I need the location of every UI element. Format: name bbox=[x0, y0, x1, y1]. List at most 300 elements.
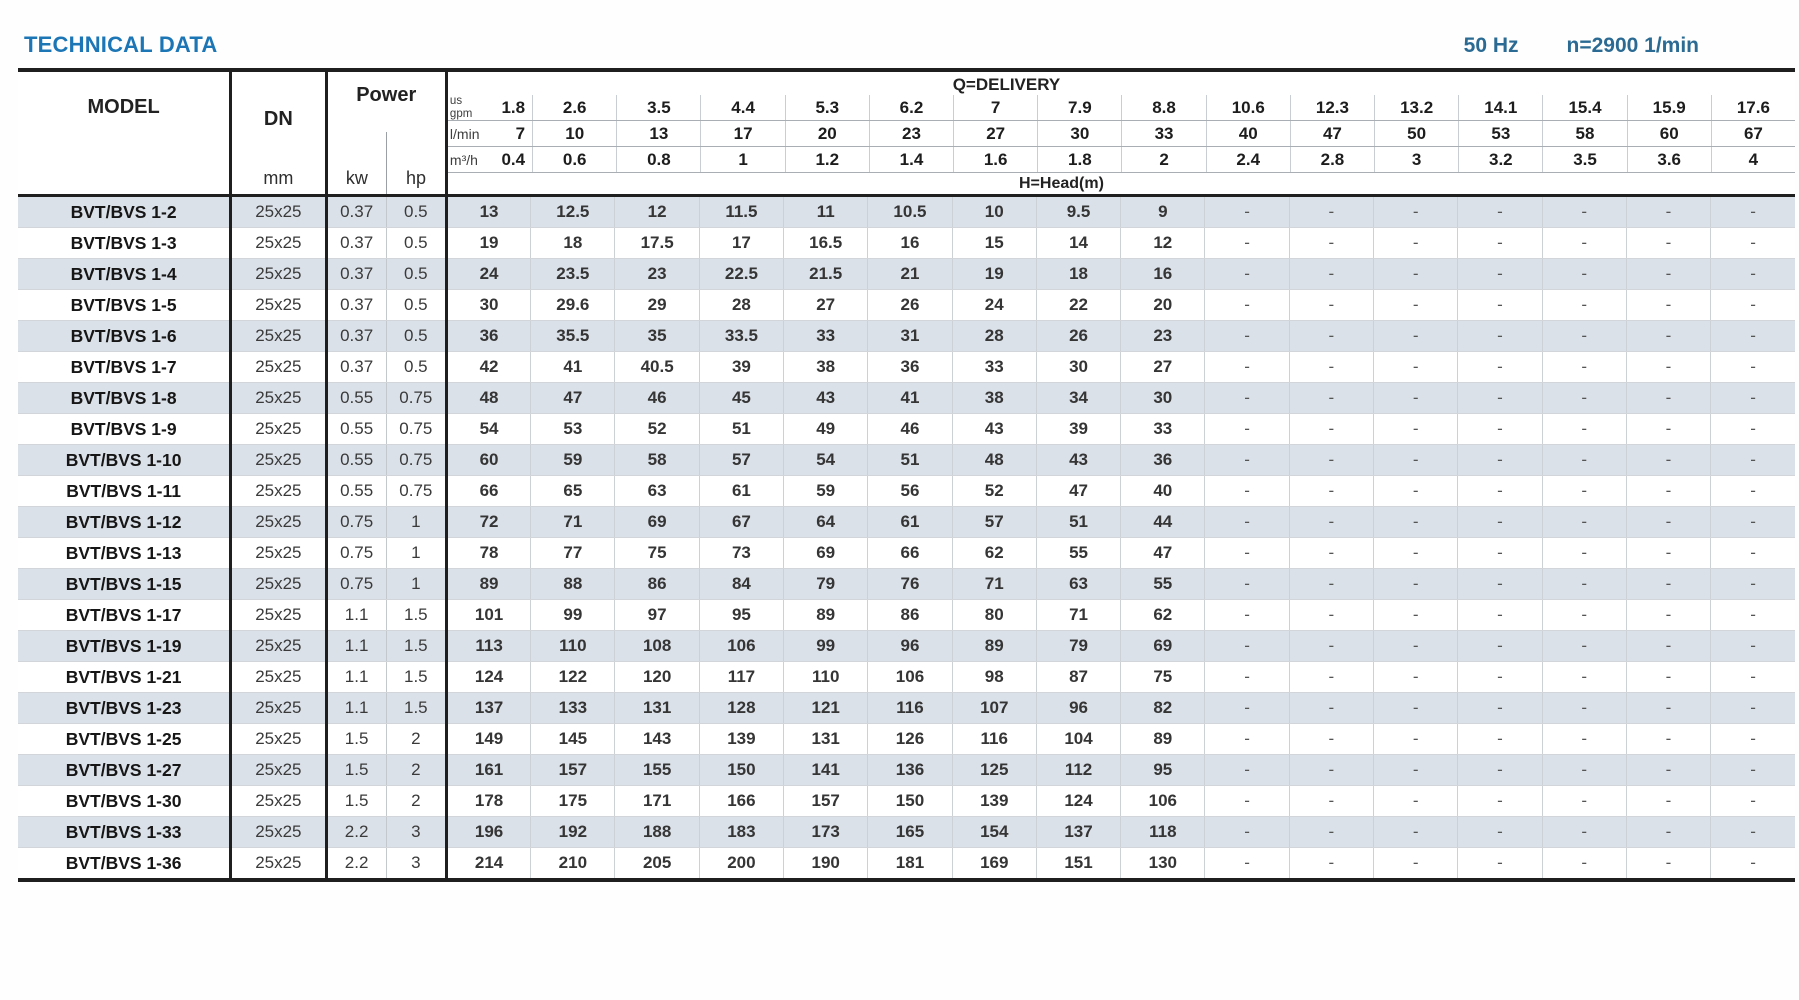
head-cell: - bbox=[1626, 848, 1710, 881]
dn-cell: 25x25 bbox=[231, 724, 326, 755]
head-cell: 59 bbox=[531, 445, 615, 476]
model-column-header bbox=[18, 70, 231, 196]
head-cell: - bbox=[1711, 414, 1795, 445]
head-cell: 125 bbox=[952, 755, 1036, 786]
head-cell: 21 bbox=[868, 259, 952, 290]
head-cell: - bbox=[1289, 383, 1373, 414]
head-cell: 11.5 bbox=[699, 196, 783, 228]
head-cell: 173 bbox=[784, 817, 868, 848]
head-cell: 38 bbox=[952, 383, 1036, 414]
head-cell: 57 bbox=[952, 507, 1036, 538]
head-cell: - bbox=[1711, 259, 1795, 290]
table-row bbox=[18, 600, 1795, 631]
head-cell: - bbox=[1374, 290, 1458, 321]
head-cell: - bbox=[1542, 786, 1626, 817]
unit-cell: 4 bbox=[1711, 147, 1795, 172]
head-cell: - bbox=[1711, 569, 1795, 600]
head-cell: - bbox=[1289, 600, 1373, 631]
unit-cell: 10.6 bbox=[1206, 95, 1290, 120]
head-cell: 126 bbox=[868, 724, 952, 755]
head-cell: - bbox=[1711, 848, 1795, 881]
model-cell: BVT/BVS 1-6 bbox=[18, 321, 231, 352]
head-cell: 200 bbox=[699, 848, 783, 881]
head-cell: - bbox=[1289, 693, 1373, 724]
model-cell: BVT/BVS 1-5 bbox=[18, 290, 231, 321]
unit-cell: 27 bbox=[953, 121, 1037, 146]
head-cell: 116 bbox=[952, 724, 1036, 755]
head-cell: 77 bbox=[531, 538, 615, 569]
model-cell: BVT/BVS 1-19 bbox=[18, 631, 231, 662]
hp-cell: 1 bbox=[386, 507, 446, 538]
head-cell: - bbox=[1458, 445, 1542, 476]
head-cell: - bbox=[1289, 817, 1373, 848]
head-cell: 26 bbox=[1036, 321, 1120, 352]
dn-cell: 25x25 bbox=[231, 507, 326, 538]
table-row bbox=[18, 414, 1795, 445]
unit-cell: 1.2 bbox=[785, 147, 869, 172]
table-row bbox=[18, 724, 1795, 755]
head-cell: - bbox=[1711, 352, 1795, 383]
head-cell: - bbox=[1205, 662, 1289, 693]
model-cell: BVT/BVS 1-21 bbox=[18, 662, 231, 693]
head-cell: 20 bbox=[1121, 290, 1205, 321]
head-cell: 54 bbox=[784, 445, 868, 476]
head-cell: - bbox=[1374, 631, 1458, 662]
head-cell: 22.5 bbox=[699, 259, 783, 290]
head-cell: - bbox=[1711, 786, 1795, 817]
head-cell: - bbox=[1289, 538, 1373, 569]
dn-cell: 25x25 bbox=[231, 196, 326, 228]
head-cell: 52 bbox=[615, 414, 699, 445]
head-cell: - bbox=[1374, 445, 1458, 476]
hp-cell: 0.5 bbox=[386, 259, 446, 290]
unit-cell: 33 bbox=[1121, 121, 1205, 146]
head-cell: 79 bbox=[784, 569, 868, 600]
kw-cell: 1.5 bbox=[326, 786, 386, 817]
head-cell: - bbox=[1626, 631, 1710, 662]
head-cell: - bbox=[1458, 817, 1542, 848]
head-cell: 23 bbox=[615, 259, 699, 290]
kw-cell: 1.1 bbox=[326, 662, 386, 693]
unit-cell: 17.6 bbox=[1711, 95, 1795, 120]
head-cell: - bbox=[1205, 600, 1289, 631]
model-cell: BVT/BVS 1-17 bbox=[18, 600, 231, 631]
head-cell: 21.5 bbox=[784, 259, 868, 290]
unit-cell: 3.2 bbox=[1458, 147, 1542, 172]
table-row bbox=[18, 321, 1795, 352]
unit-label: l/min bbox=[449, 125, 480, 142]
head-cell: 96 bbox=[1036, 693, 1120, 724]
head-cell: - bbox=[1289, 228, 1373, 259]
table-row bbox=[18, 631, 1795, 662]
table-row bbox=[18, 196, 1795, 228]
head-cell: - bbox=[1711, 383, 1795, 414]
unit-cell: 8.8 bbox=[1121, 95, 1205, 120]
power-header-label: Power bbox=[356, 84, 417, 106]
model-cell: BVT/BVS 1-23 bbox=[18, 693, 231, 724]
head-cell: 154 bbox=[952, 817, 1036, 848]
head-cell: 183 bbox=[699, 817, 783, 848]
head-cell: 47 bbox=[531, 383, 615, 414]
head-cell: 196 bbox=[446, 817, 530, 848]
head-cell: - bbox=[1711, 507, 1795, 538]
head-cell: 48 bbox=[446, 383, 530, 414]
head-cell: - bbox=[1542, 724, 1626, 755]
head-cell: 41 bbox=[531, 352, 615, 383]
head-cell: - bbox=[1711, 445, 1795, 476]
head-cell: - bbox=[1542, 414, 1626, 445]
head-cell: - bbox=[1542, 445, 1626, 476]
kw-cell: 0.37 bbox=[326, 290, 386, 321]
unit-cell: 6.2 bbox=[869, 95, 953, 120]
kw-cell: 1.1 bbox=[326, 631, 386, 662]
head-cell: 36 bbox=[1121, 445, 1205, 476]
head-cell: 24 bbox=[952, 290, 1036, 321]
kw-cell: 1.1 bbox=[326, 693, 386, 724]
kw-cell: 1.5 bbox=[326, 724, 386, 755]
head-cell: 131 bbox=[784, 724, 868, 755]
head-cell: - bbox=[1458, 196, 1542, 228]
head-cell: - bbox=[1205, 383, 1289, 414]
head-cell: 143 bbox=[615, 724, 699, 755]
unit-cell: 13 bbox=[616, 121, 700, 146]
head-cell: - bbox=[1458, 352, 1542, 383]
head-cell: - bbox=[1205, 724, 1289, 755]
head-cell: - bbox=[1374, 662, 1458, 693]
unit-cell: us gpm 1.8 bbox=[449, 95, 526, 120]
head-cell: - bbox=[1289, 321, 1373, 352]
head-cell: - bbox=[1374, 569, 1458, 600]
head-cell: 40 bbox=[1121, 476, 1205, 507]
kw-cell: 1.5 bbox=[326, 755, 386, 786]
head-cell: 39 bbox=[699, 352, 783, 383]
head-cell: 145 bbox=[531, 724, 615, 755]
head-cell: - bbox=[1205, 755, 1289, 786]
kw-cell: 2.2 bbox=[326, 848, 386, 881]
head-cell: - bbox=[1205, 476, 1289, 507]
head-cell: 33 bbox=[952, 352, 1036, 383]
table-row bbox=[18, 507, 1795, 538]
head-cell: 49 bbox=[784, 414, 868, 445]
head-cell: - bbox=[1711, 538, 1795, 569]
head-cell: - bbox=[1289, 352, 1373, 383]
head-cell: - bbox=[1289, 662, 1373, 693]
head-cell: 72 bbox=[446, 507, 530, 538]
dn-cell: 25x25 bbox=[231, 786, 326, 817]
head-cell: 98 bbox=[952, 662, 1036, 693]
head-cell: 71 bbox=[531, 507, 615, 538]
table-row bbox=[18, 662, 1795, 693]
head-cell: - bbox=[1374, 476, 1458, 507]
head-cell: 46 bbox=[868, 414, 952, 445]
head-cell: 106 bbox=[1121, 786, 1205, 817]
head-cell: 47 bbox=[1121, 538, 1205, 569]
unit-cell: 13.2 bbox=[1374, 95, 1458, 120]
head-cell: 78 bbox=[446, 538, 530, 569]
model-cell: BVT/BVS 1-33 bbox=[18, 817, 231, 848]
head-cell: 10 bbox=[952, 196, 1036, 228]
head-cell: 151 bbox=[1036, 848, 1120, 881]
head-cell: 69 bbox=[784, 538, 868, 569]
hp-cell: 1 bbox=[386, 569, 446, 600]
unit-cell: 3.5 bbox=[616, 95, 700, 120]
head-cell: 36 bbox=[868, 352, 952, 383]
unit-row bbox=[448, 147, 1795, 173]
head-cell: - bbox=[1626, 662, 1710, 693]
head-cell: 61 bbox=[868, 507, 952, 538]
model-cell: BVT/BVS 1-25 bbox=[18, 724, 231, 755]
delivery-header-grid bbox=[448, 95, 1795, 173]
dn-cell: 25x25 bbox=[231, 352, 326, 383]
dn-cell: 25x25 bbox=[231, 383, 326, 414]
head-cell: - bbox=[1711, 693, 1795, 724]
head-cell: - bbox=[1626, 755, 1710, 786]
model-cell: BVT/BVS 1-30 bbox=[18, 786, 231, 817]
head-cell: - bbox=[1205, 569, 1289, 600]
head-cell: 33.5 bbox=[699, 321, 783, 352]
model-cell: BVT/BVS 1-9 bbox=[18, 414, 231, 445]
head-cell: - bbox=[1289, 631, 1373, 662]
head-cell: - bbox=[1626, 383, 1710, 414]
head-cell: - bbox=[1626, 724, 1710, 755]
dn-cell: 25x25 bbox=[231, 662, 326, 693]
head-cell: 45 bbox=[699, 383, 783, 414]
head-cell: - bbox=[1374, 817, 1458, 848]
head-cell: - bbox=[1374, 600, 1458, 631]
head-cell: 40.5 bbox=[615, 352, 699, 383]
dn-cell: 25x25 bbox=[231, 538, 326, 569]
head-cell: - bbox=[1374, 259, 1458, 290]
head-cell: 95 bbox=[699, 600, 783, 631]
dn-cell: 25x25 bbox=[231, 817, 326, 848]
head-cell: 31 bbox=[868, 321, 952, 352]
head-cell: - bbox=[1626, 476, 1710, 507]
delivery-column-header bbox=[446, 70, 1795, 196]
head-cell: - bbox=[1542, 290, 1626, 321]
head-cell: - bbox=[1542, 321, 1626, 352]
unit-cell: 2 bbox=[1121, 147, 1205, 172]
head-cell: 19 bbox=[446, 228, 530, 259]
dn-cell: 25x25 bbox=[231, 693, 326, 724]
head-cell: 16 bbox=[868, 228, 952, 259]
head-cell: - bbox=[1205, 352, 1289, 383]
head-cell: 188 bbox=[615, 817, 699, 848]
unit-cell: 50 bbox=[1374, 121, 1458, 146]
head-cell: - bbox=[1542, 476, 1626, 507]
head-cell: 30 bbox=[1036, 352, 1120, 383]
unit-cell: 5.3 bbox=[785, 95, 869, 120]
kw-cell: 0.75 bbox=[326, 569, 386, 600]
head-cell: 169 bbox=[952, 848, 1036, 881]
unit-cell: 67 bbox=[1711, 121, 1795, 146]
kw-cell: 0.55 bbox=[326, 476, 386, 507]
head-cell: 113 bbox=[446, 631, 530, 662]
head-cell: 87 bbox=[1036, 662, 1120, 693]
head-cell: 12 bbox=[1121, 228, 1205, 259]
head-cell: 53 bbox=[531, 414, 615, 445]
head-cell: - bbox=[1289, 476, 1373, 507]
hp-cell: 2 bbox=[386, 786, 446, 817]
dn-cell: 25x25 bbox=[231, 321, 326, 352]
head-cell: - bbox=[1626, 445, 1710, 476]
head-cell: 190 bbox=[784, 848, 868, 881]
head-cell: - bbox=[1205, 507, 1289, 538]
table-row bbox=[18, 538, 1795, 569]
head-cell: - bbox=[1374, 383, 1458, 414]
head-cell: 56 bbox=[868, 476, 952, 507]
head-cell: - bbox=[1458, 321, 1542, 352]
dn-cell: 25x25 bbox=[231, 414, 326, 445]
head-cell: - bbox=[1626, 228, 1710, 259]
head-cell: - bbox=[1626, 538, 1710, 569]
dn-cell: 25x25 bbox=[231, 600, 326, 631]
kw-cell: 0.37 bbox=[326, 259, 386, 290]
head-cell: - bbox=[1458, 786, 1542, 817]
head-cell: 99 bbox=[531, 600, 615, 631]
head-cell: - bbox=[1289, 786, 1373, 817]
head-cell: 95 bbox=[1121, 755, 1205, 786]
head-cell: 73 bbox=[699, 538, 783, 569]
head-cell: 29 bbox=[615, 290, 699, 321]
model-cell: BVT/BVS 1-10 bbox=[18, 445, 231, 476]
model-cell: BVT/BVS 1-3 bbox=[18, 228, 231, 259]
kw-cell: 1.1 bbox=[326, 600, 386, 631]
head-cell: 178 bbox=[446, 786, 530, 817]
head-cell: 120 bbox=[615, 662, 699, 693]
head-cell: - bbox=[1458, 600, 1542, 631]
head-cell: - bbox=[1542, 259, 1626, 290]
unit-label: m³/h bbox=[449, 151, 478, 168]
head-cell: 15 bbox=[952, 228, 1036, 259]
head-cell: 116 bbox=[868, 693, 952, 724]
head-cell: 205 bbox=[615, 848, 699, 881]
model-cell: BVT/BVS 1-2 bbox=[18, 196, 231, 228]
head-cell: 155 bbox=[615, 755, 699, 786]
head-cell: - bbox=[1289, 848, 1373, 881]
dn-cell: 25x25 bbox=[231, 228, 326, 259]
head-cell: - bbox=[1458, 755, 1542, 786]
head-cell: 86 bbox=[615, 569, 699, 600]
head-cell: - bbox=[1458, 228, 1542, 259]
dn-cell: 25x25 bbox=[231, 755, 326, 786]
head-cell: 17.5 bbox=[615, 228, 699, 259]
head-cell: 101 bbox=[446, 600, 530, 631]
head-cell: - bbox=[1289, 755, 1373, 786]
head-cell: - bbox=[1711, 476, 1795, 507]
unit-cell: 0.6 bbox=[532, 147, 616, 172]
model-cell: BVT/BVS 1-8 bbox=[18, 383, 231, 414]
head-cell: - bbox=[1458, 724, 1542, 755]
head-cell: - bbox=[1626, 817, 1710, 848]
head-cell: 22 bbox=[1036, 290, 1120, 321]
unit-cell: 2.8 bbox=[1290, 147, 1374, 172]
head-cell: - bbox=[1205, 414, 1289, 445]
head-cell: - bbox=[1542, 755, 1626, 786]
spec-labels bbox=[1464, 34, 1699, 58]
head-cell: - bbox=[1289, 414, 1373, 445]
unit-cell: 58 bbox=[1542, 121, 1626, 146]
hp-cell: 0.5 bbox=[386, 321, 446, 352]
unit-cell: 1.8 bbox=[1037, 147, 1121, 172]
head-cell: 52 bbox=[952, 476, 1036, 507]
table-wrapper bbox=[0, 68, 1799, 882]
head-cell: 106 bbox=[868, 662, 952, 693]
head-cell: 23.5 bbox=[531, 259, 615, 290]
head-cell: - bbox=[1626, 196, 1710, 228]
head-cell: - bbox=[1458, 538, 1542, 569]
head-cell: - bbox=[1542, 817, 1626, 848]
head-cell: 108 bbox=[615, 631, 699, 662]
head-cell: 80 bbox=[952, 600, 1036, 631]
unit-cell: 4.4 bbox=[700, 95, 784, 120]
hp-cell: 3 bbox=[386, 817, 446, 848]
dn-cell: 25x25 bbox=[231, 631, 326, 662]
kw-cell: 0.55 bbox=[326, 445, 386, 476]
head-cell: - bbox=[1711, 755, 1795, 786]
head-cell: 137 bbox=[446, 693, 530, 724]
head-cell: 62 bbox=[952, 538, 1036, 569]
frequency-label: 50 Hz bbox=[1463, 34, 1519, 57]
head-cell: 59 bbox=[784, 476, 868, 507]
unit-cell: 40 bbox=[1206, 121, 1290, 146]
unit-cell: 10 bbox=[532, 121, 616, 146]
hp-cell: 0.75 bbox=[386, 476, 446, 507]
head-cell: - bbox=[1542, 693, 1626, 724]
head-cell: 139 bbox=[699, 724, 783, 755]
head-cell: 12 bbox=[615, 196, 699, 228]
head-cell: 26 bbox=[868, 290, 952, 321]
head-cell: 107 bbox=[952, 693, 1036, 724]
head-cell: - bbox=[1458, 414, 1542, 445]
head-cell: - bbox=[1205, 445, 1289, 476]
head-cell: 165 bbox=[868, 817, 952, 848]
head-cell: 75 bbox=[615, 538, 699, 569]
hp-cell: 3 bbox=[386, 848, 446, 881]
head-cell: - bbox=[1374, 507, 1458, 538]
head-cell: 18 bbox=[531, 228, 615, 259]
head-cell: 131 bbox=[615, 693, 699, 724]
head-cell: 30 bbox=[446, 290, 530, 321]
head-cell: 33 bbox=[784, 321, 868, 352]
head-cell: 42 bbox=[446, 352, 530, 383]
hp-cell: 1.5 bbox=[386, 631, 446, 662]
head-cell: - bbox=[1289, 259, 1373, 290]
dn-column-header bbox=[231, 70, 326, 196]
head-cell: 124 bbox=[446, 662, 530, 693]
head-cell: - bbox=[1711, 196, 1795, 228]
head-cell: - bbox=[1458, 259, 1542, 290]
head-cell: - bbox=[1542, 538, 1626, 569]
head-cell: 181 bbox=[868, 848, 952, 881]
unit-cell: 3.6 bbox=[1627, 147, 1711, 172]
head-cell: 71 bbox=[952, 569, 1036, 600]
kw-cell: 0.55 bbox=[326, 383, 386, 414]
head-cell: - bbox=[1711, 600, 1795, 631]
head-cell: 12.5 bbox=[531, 196, 615, 228]
unit-cell: 47 bbox=[1290, 121, 1374, 146]
head-cell: 150 bbox=[699, 755, 783, 786]
head-cell: 23 bbox=[1121, 321, 1205, 352]
model-cell: BVT/BVS 1-11 bbox=[18, 476, 231, 507]
unit-cell: 60 bbox=[1627, 121, 1711, 146]
head-cell: - bbox=[1458, 693, 1542, 724]
head-cell: - bbox=[1711, 631, 1795, 662]
head-cell: 29.6 bbox=[531, 290, 615, 321]
head-cell: - bbox=[1542, 228, 1626, 259]
head-cell: 110 bbox=[784, 662, 868, 693]
head-cell: 133 bbox=[531, 693, 615, 724]
head-cell: - bbox=[1626, 569, 1710, 600]
